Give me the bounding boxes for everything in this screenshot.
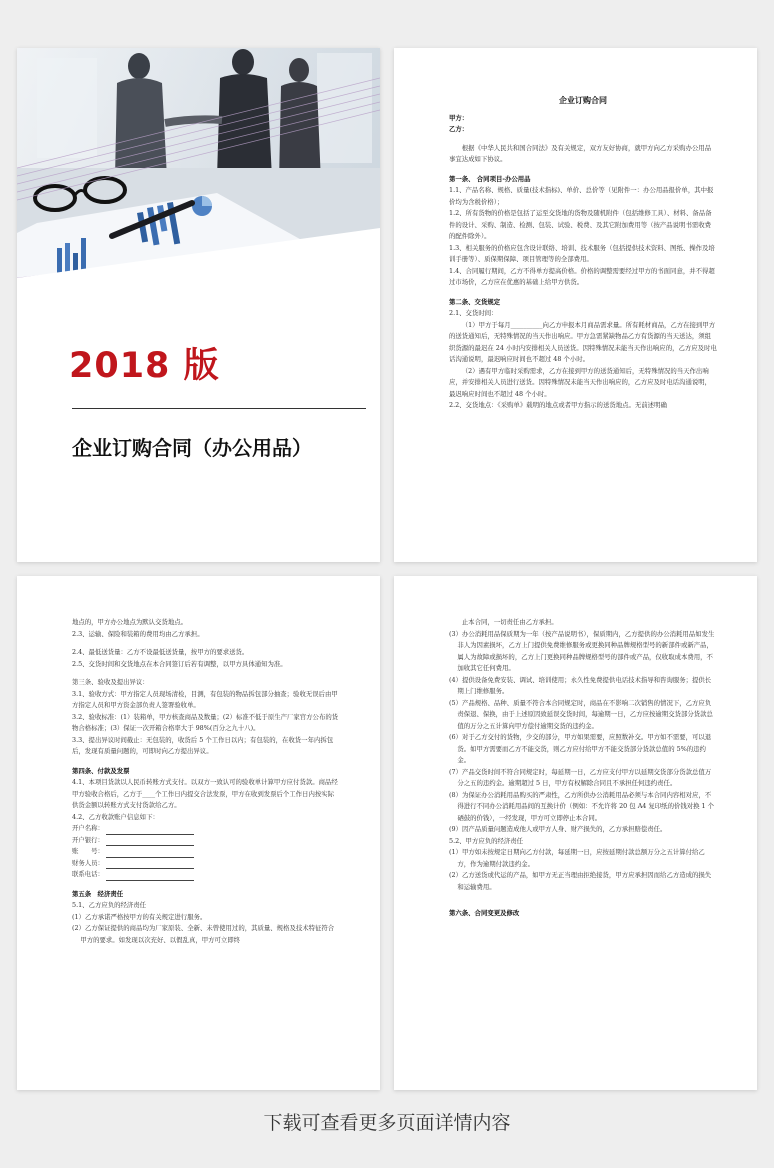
text-line: 2.1、交货时间： — [449, 309, 498, 317]
text-line: 1.4、合同履行期间，乙方不得单方提高价格。价格的调整需要经过甲方的书面同意，并不得超过市场价，乙方应在优惠的基础上给甲方供货。 — [449, 266, 715, 286]
text-line: 3.2、验收标准：(1）装箱单，甲方核查商品及数量；(2）标准不低于原生产厂家官方公布的货物合格标准；(3）保证一次开箱合格率大于 98%(百分之九十八)。 — [72, 712, 339, 732]
cover-divider — [72, 408, 366, 409]
account-field-blank — [106, 861, 194, 869]
contract-title: 企业订购合同 — [559, 95, 607, 105]
text-line: 5.2、甲方应负的经济责任 — [449, 836, 524, 845]
page-3-body — [17, 576, 380, 946]
account-field-label: 财务人员： — [72, 858, 104, 867]
text-line: 4.2、乙方收款账户信息如下： — [72, 812, 159, 821]
text-line: 1.2、所有货物的价格是包括了运至交货地的货物及随机附件（包括维修工具）、材料、备品备件的设计、采购、制造、检测、包装、试验、税费、及其它附加费用等（按产品说明书需收费的配件除外）。 — [449, 209, 712, 240]
text-line: （2）遇有甲方临时采购需求，乙方在接到甲方的送货通知后，无特殊情况的当天作出响应，并安排相关人员进行送货。因特殊情况未能当天作出响应的，乙方应及时电话沟通说明，最迟响应时间也不超过 48 个小时。 — [449, 366, 712, 398]
account-field-blank — [106, 838, 194, 846]
text-line: 2.3、运输、保险和装箱的费用均由乙方承担。 — [72, 629, 204, 638]
page-2-lines — [449, 113, 717, 412]
text-line — [449, 893, 717, 900]
text-line: （1）甲方于每月__________向乙方申报本月商品需求量。所有耗材商品，乙方在接到甲方的送货通知后，无特殊情况的当天作出响应。甲方急需紧缺物品乙方有货源的当天送达，须组织货源的最迟在 24 小时内安排相关人员送货。因特殊情况未能当天作出响应的，乙方应及时电话沟通说明，最迟响应时间也不超过 48 个小时。 — [449, 320, 717, 363]
text-line: (7）产品交货时间不符合同规定时，每延期一日，乙方应支付甲方以延期交货部分货款总值万分之五的违约金。逾期超过 5 日，甲方有权解除合同且不承担任何违约责任。 — [449, 767, 712, 787]
account-field-blank — [106, 850, 194, 858]
download-more-note[interactable]: 下载可查看更多页面详情内容 — [263, 1112, 511, 1134]
text-line: (9）因产品质量问题造成他人或甲方人身、财产损失的，乙方承担赔偿责任。 — [449, 825, 667, 833]
text-line: 2.5、交货时间和交货地点在本合同签订后若有调整，以甲方具体通知为准。 — [72, 659, 287, 668]
account-field-label: 开户名称： — [72, 824, 104, 832]
text-line — [72, 670, 340, 677]
account-field — [72, 858, 340, 870]
account-field-blank — [106, 827, 194, 835]
page-3-lines-continued — [72, 889, 340, 947]
page-4-lines — [449, 617, 717, 920]
text-line: 甲方： — [449, 113, 469, 122]
text-line: (3）办公消耗用品保质期为一年（按产品说明书），保质期内，乙方提供的办公消耗用品如发生非人为因素损坏，乙方上门提供免费维修服务或更换同种品牌规格型号的新部件或新产品，属人为故障或损坏的，乙方上门更换同种品牌规格型号的部件或产品，仅收取成本费用，不加收其它任何费用。 — [449, 629, 715, 672]
account-field-blank — [106, 873, 194, 881]
text-line: 根据《中华人民共和国合同法》及有关规定，双方友好协商，就甲方向乙方采购办公用品事宜达成如下协议。 — [449, 143, 712, 163]
account-field — [72, 846, 340, 858]
section-heading: 第五条 经济责任 — [72, 889, 124, 898]
section-heading: 第一条、 合同项目-办公用品 — [449, 174, 531, 183]
section-heading: 第二条、交货规定 — [449, 297, 501, 306]
section-heading: 第四条、付款及发票 — [72, 766, 130, 775]
text-line: 3.1、验收方式：甲方指定人员现场清检，目测，有包装的物品拆包部分抽查；验收无误后由甲方指定人员和甲方资金部负责人签署验收单。 — [72, 689, 338, 709]
text-line: 第三条、验收及提出异议： — [72, 678, 149, 686]
text-line: (6）对于乙方交付的货物，少交的部分，甲方如果需要，应照数补交。甲方如不需要，可以退货。如甲方需要而乙方不能交货，则乙方应付给甲方不能交货部分货款总值的 5%的违约金。 — [449, 733, 712, 764]
text-line: 止本合同，一切责任由乙方承担。 — [461, 618, 558, 626]
section-heading: 第六条、合同变更及修改 — [449, 909, 520, 917]
text-line: 1.3、相关服务的价格应包含设计联络、培训、技术服务（包括提供技术资料、图纸、操作及培训手册等）、质保期保障、项目管理等的全部费用。 — [449, 243, 715, 263]
text-line: 1.1、产品名称、规格、质量(技术指标)、单价、总价等（见附件一：办公用品报价单，其中报价均为含税价格）； — [449, 186, 714, 206]
page-3-lines — [72, 617, 340, 823]
text-line: (5）产品规格、品种、质量不符合本合同规定时，商品在不影响二次销售的情况下，乙方应负责保退、保换，由于上述原因致延误交货时间，每逾期一日，乙方应按逾期交货部分货款总值的万分之五计算向甲方偿付逾期交货的违约金。 — [449, 698, 713, 730]
document-page-2 — [394, 48, 757, 562]
account-field-label: 联系电话： — [72, 870, 104, 878]
cover-year-label: 2018 版 — [69, 346, 220, 386]
document-page-4 — [394, 576, 757, 1090]
page-4-body — [394, 576, 757, 920]
text-line: (8）为保证办公消耗用品购买的严肃性，乙方所供办公消耗用品必须与本合同内容相对应，不得进行不同办公消耗用品间的互换计价（例如：不允许将 20 包 A4 复印纸的价钱对换 1 个硒鼓的价钱），一经发现，甲方可立即停止本合同。 — [449, 790, 715, 822]
text-line: 5.1、乙方应负的经济责任 — [72, 901, 147, 909]
text-line: 乙方： — [449, 125, 469, 133]
text-line: (2）乙方送货或代运的产品，如甲方无正当理由拒绝接货，甲方应承担因而给乙方造成的损失和运输费用。 — [449, 871, 712, 891]
text-line: (1）乙方承诺严格按甲方的有关规定进行服务。 — [72, 912, 207, 921]
text-line: 3.3、提出异议时间截止：无包装的，收货后 5 个工作日以内；有包装的，在收货一年内拆包后，发现有质量问题的，可即时向乙方提出异议。 — [72, 735, 334, 755]
text-line: (1）甲方如未按规定日期向乙方付款，每延期一日，应按延期付款总额万分之五计算付给乙方，作为逾期付款违约金。 — [449, 848, 705, 868]
text-line — [449, 136, 717, 143]
text-line: 地点的，甲方办公地点为默认交货地点。 — [72, 618, 188, 626]
text-line: 2.2、交货地点：《采购单》载明的地点或者甲方指示的送货地点。无前述明确 — [449, 401, 667, 409]
text-line: (2）乙方保证提供的商品均为厂家原装、全新、未曾使用过的，其质量、规格及技术特征符合甲方的要求。如发现以次充好、以假乱真，甲方可立即终 — [72, 924, 335, 944]
account-field — [72, 869, 340, 881]
account-field — [72, 835, 340, 847]
cover-photo — [17, 48, 380, 298]
cover-page — [17, 48, 380, 562]
text-line: 4.1、本项目货款以人民币转账方式支付。以双方一致认可的验收单计算甲方应付货款。商品经甲方验收合格后，乙方于____个工作日内提交合法发票，甲方在收到发票后个工作日内按实际供货金额以转账方式支付货款给乙方。 — [72, 778, 338, 809]
document-page-3 — [17, 576, 380, 1090]
text-line: (4）提供设备免费安装、调试、培训使用；永久性免费提供电话技术指导和咨询服务；提供长期上门维修服务。 — [449, 675, 712, 695]
text-line: 2.4、最低送货量：乙方不设最低送货量，按甲方的要求送货。 — [72, 648, 249, 656]
account-field — [72, 823, 340, 835]
bank-account-fields — [72, 823, 340, 881]
page-2-body — [394, 48, 757, 412]
account-field-label: 开户银行： — [72, 835, 104, 844]
cover-title: 企业订购合同（办公用品） — [72, 436, 312, 460]
account-field-label: 账 号： — [72, 847, 104, 855]
text-line — [72, 640, 340, 647]
